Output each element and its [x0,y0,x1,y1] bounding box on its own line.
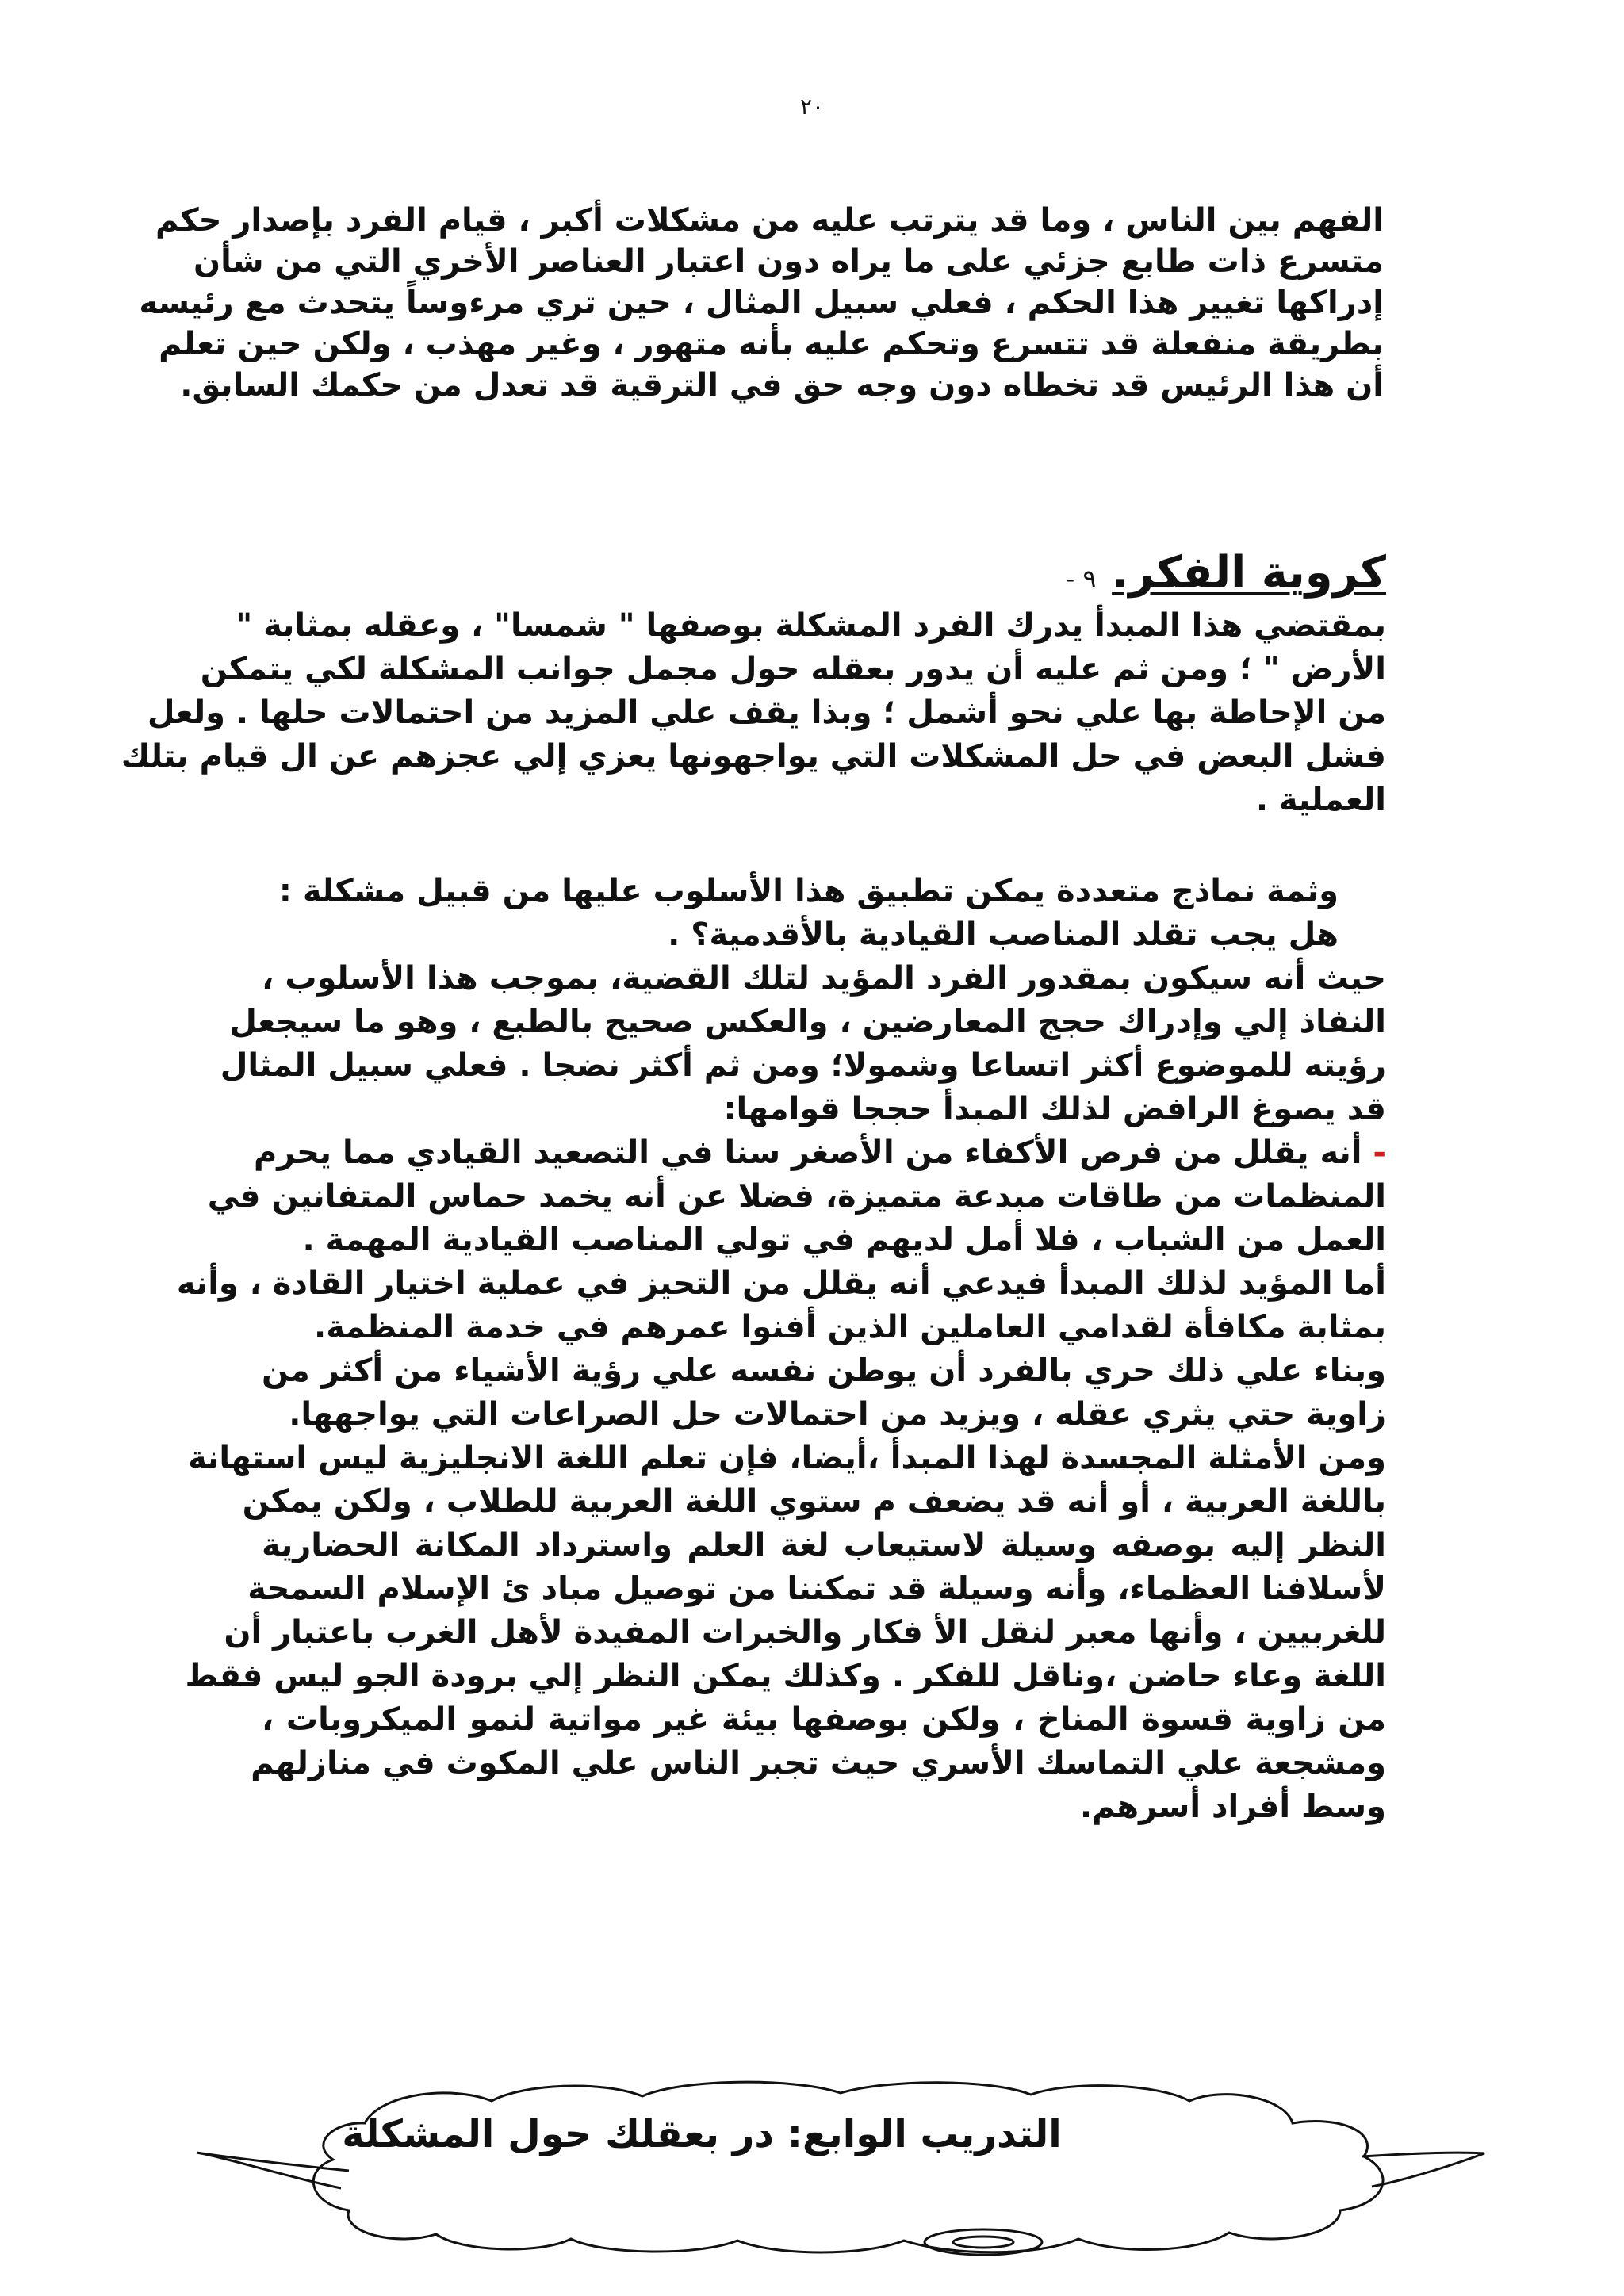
text-line-content: ومشجعة علي التماسك الأسري حيث تجبر الناس علي المكوث في منازلهم [251,1745,1386,1781]
section-heading [1061,545,1386,607]
text-line [262,1349,1386,1393]
text-line [207,1175,1386,1219]
text-line [176,1262,1386,1306]
text-line [147,691,1386,735]
text-line [262,1524,1386,1567]
text-line-content: الفهم بين الناس ، وما قد يترتب عليه من مشكلات أكبر ، قيام الفرد بإصدار حكم [155,202,1384,239]
text-line [262,1785,1386,1829]
text-line [185,1655,1386,1698]
text-line [262,913,1386,957]
text-line-content: من الإحاطة بها علي نحو أشمل ؛ وبذا يقف علي المزيد من احتمالات حلها . ولعل [147,695,1386,731]
text-line-content: بطريقة منفعلة قد تتسرع وتحكم عليه بأنه متهور ، وغير مهذب ، ولكن حين تعلم [159,326,1384,362]
text-line-content: بمقتضي هذا المبدأ يدرك الفرد المشكلة بوصفها " شمسا" ، وعقله بمثابة " [236,607,1386,644]
text-line [253,1131,1386,1175]
text-line [262,1698,1386,1742]
text-line [262,1393,1386,1437]
text-line-content: حيث أنه سيكون بمقدور الفرد المؤيد لتلك القضية، بموجب هذا الأسلوب ، [262,960,1386,997]
text-line [193,241,1384,282]
text-line-content: باللغة العربية ، أو أنه قد يضعف م ستوي اللغة العربية للطلاب ، ولكن يمكن [242,1483,1386,1520]
text-line [262,957,1386,1001]
text-line-content: النفاذ إلي وإدراك حجج المعارضين ، والعكس صحيح بالطبع ، وهو ما سيجعل [229,1004,1386,1040]
text-line-content: فشل البعض في حل المشكلات التي يواجهونها يعزي إلي عجزهم عن ال قيام بتلك [121,738,1386,775]
text-line-content: النظر إليه بوصفه وسيلة لاستيعاب لغة العلم واسترداد المكانة الحضارية [262,1527,1386,1563]
text-line [180,365,1384,406]
text-line-content: من زاوية قسوة المناخ ، ولكن بوصفها بيئة غير مواتية لنمو الميكروبات ، [262,1701,1386,1738]
text-line [229,1001,1386,1044]
text-line-content: للغربيين ، وأنها معبر لنقل الأ فكار والخبرات المفيدة لأهل الغرب باعتبار أن [224,1614,1386,1651]
text-line-content: ومن الأمثلة المجسدة لهذا المبدأ ،أيضا، فإن تعلم اللغة الانجليزية ليس استهانة [188,1440,1386,1476]
paragraph-2 [121,604,1386,822]
text-line [224,1611,1386,1655]
text-line-content: وسط أفراد أسرهم. [1079,1789,1386,1825]
text-line [251,1742,1386,1785]
page-number: ٢٠ [799,94,825,120]
text-line [262,1088,1386,1131]
text-line-content: العمل من الشباب ، فلا أمل لديهم في تولي المناصب القيادية المهمة . [302,1222,1386,1258]
paragraph-1 [139,200,1384,406]
text-line-content: وبناء علي ذلك حري بالفرد أن يوطن نفسه علي رؤية الأشياء من أكثر من [262,1353,1386,1389]
text-line-content: إدراكها تغيير هذا الحكم ، فعلي سبيل المثال ، حين تري مرءوساً يتحدث مع رئيسه [139,285,1384,321]
text-line [238,779,1386,822]
cloud-label: التدريب الوابع: در بعقلك حول المشكلة [342,2112,1062,2156]
text-line [262,1306,1386,1349]
text-line-content: بمثابة مكافأة لقدامي العاملين الذين أفنوا عمرهم في خدمة المنظمة. [314,1309,1386,1345]
bullet-dash: - [1362,1135,1386,1171]
text-line [262,870,1386,913]
text-line [242,1480,1386,1524]
text-line [200,648,1386,691]
text-line-content: المنظمات من طاقات مبدعة متميزة، فضلا عن أنه يخمد حماس المتفانين في [207,1178,1386,1215]
text-line [139,282,1384,323]
text-line-content: أنه يقلل من فرص الأكفاء من الأصغر سنا في التصعيد القيادي مما يحرم [253,1135,1362,1171]
section-heading-title: كروية الفكر. [1112,547,1386,599]
text-line-content: لأسلافنا العظماء، وأنه وسيلة قد تمكننا من توصيل مباد ئ الإسلام السمحة [247,1571,1386,1607]
text-line-content: العملية . [1255,782,1386,818]
text-line [247,1567,1386,1611]
text-line-content: هل يجب تقلد المناصب القيادية بالأقدمية؟ . [668,916,1339,953]
text-line [159,323,1384,365]
text-line-content: اللغة وعاء حاضن ،وناقل للفكر . وكذلك يمكن النظر إلي برودة الجو ليس فقط [185,1658,1386,1694]
text-line-content: رؤيته للموضوع أكثر اتساعا وشمولا؛ ومن ثم أكثر نضجا . فعلي سبيل المثال [220,1047,1386,1084]
text-line-content: أما المؤيد لذلك المبدأ فيدعي أنه يقلل من التحيز في عملية اختيار القادة ، وأنه [176,1265,1386,1302]
text-line [188,1437,1386,1480]
text-line [238,604,1386,648]
text-line [262,1219,1386,1262]
text-line-content: متسرع ذات طابع جزئي على ما يراه دون اعتبار العناصر الأخري التي من شأن [193,243,1384,280]
paragraph-3 [176,870,1386,1829]
text-line [155,200,1384,241]
text-line-content: وثمة نماذج متعددة يمكن تطبيق هذا الأسلوب عليها من قبيل مشكلة : [278,873,1339,909]
text-line-content: زاوية حتي يثري عقله ، ويزيد من احتمالات حل الصراعات التي يواجهها. [289,1396,1386,1433]
text-line-content: قد يصوغ الرافض لذلك المبدأ حججا قوامها: [723,1091,1386,1127]
section-heading-number: ٩ - [1066,564,1097,594]
text-line-content: الأرض " ؛ ومن ثم عليه أن يدور بعقله حول مجمل جوانب المشكلة لكي يتمكن [200,651,1386,687]
text-line [121,735,1386,779]
text-line-content: أن هذا الرئيس قد تخطاه دون وجه حق في الترقية قد تعدل من حكمك السابق. [180,367,1384,404]
text-line [220,1044,1386,1088]
